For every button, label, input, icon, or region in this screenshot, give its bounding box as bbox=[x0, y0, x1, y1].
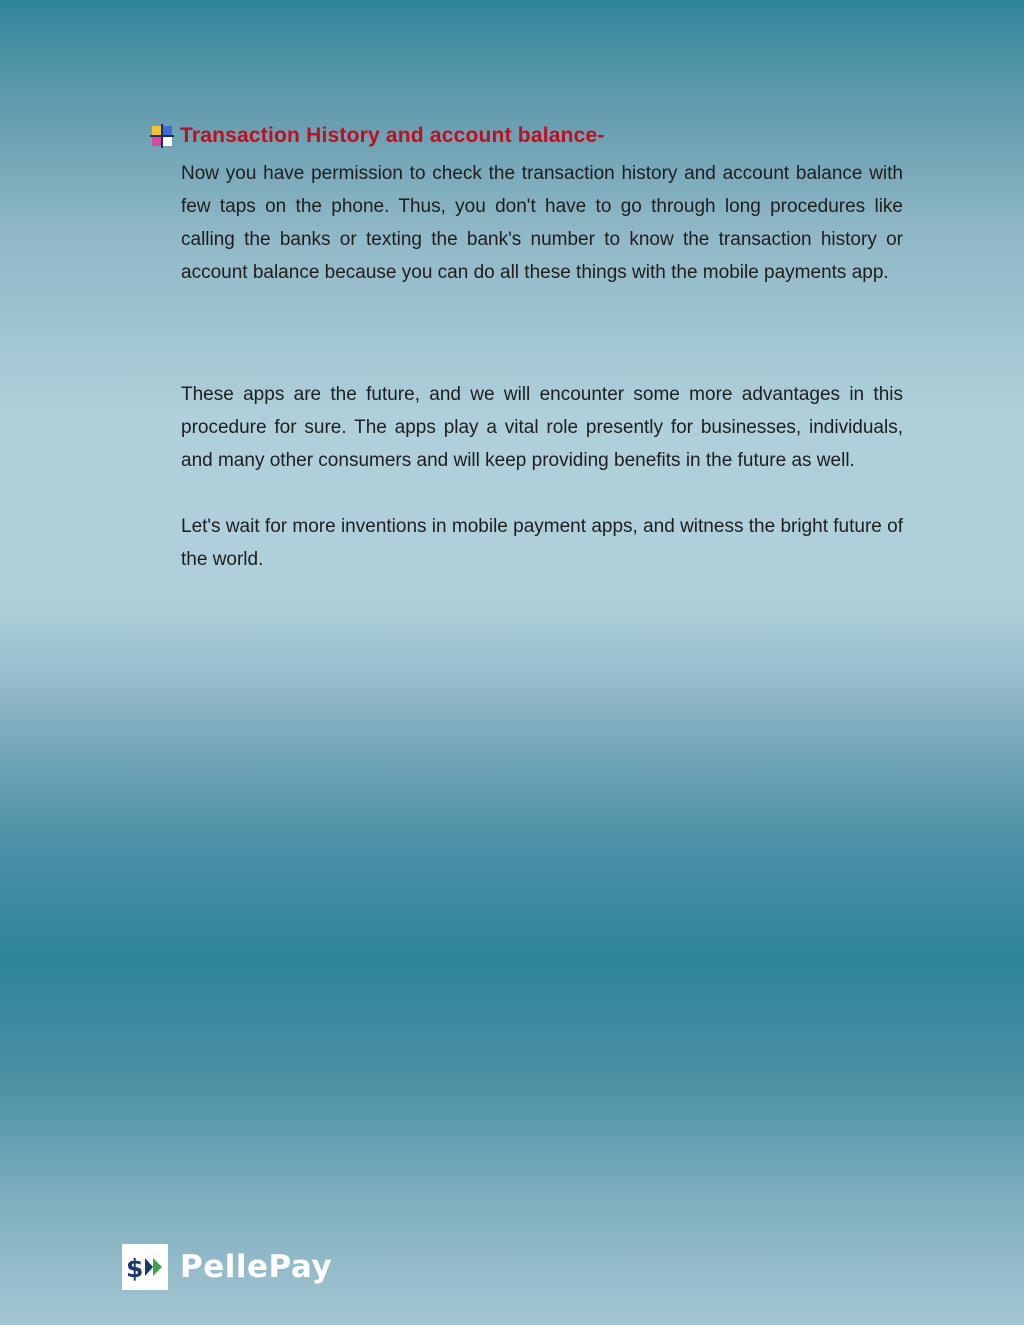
dollar-arrow-logo-icon bbox=[122, 1244, 168, 1290]
paragraph-apps-future: These apps are the future, and we will encounter some more advantages in this procedure for sure. The apps play a vital role presently for businesses, individuals, and many other consumers and will keep providing benefits in the future as well. bbox=[181, 384, 903, 471]
section-heading: Transaction History and account balance- bbox=[180, 124, 605, 147]
section-heading-row bbox=[150, 120, 910, 152]
logo-dollar-sign: $ bbox=[126, 1254, 144, 1282]
paragraph-transaction-history: Now you have permission to check the transaction history and account balance with few taps on the phone. Thus, you don't have to go through long procedures like calling the banks or texting the bank's number to know the transaction history or account balance because you can do all these things with the mobile payments app. bbox=[181, 163, 903, 283]
brand-name: PellePay bbox=[180, 1249, 333, 1285]
pellepay-logo bbox=[122, 1244, 332, 1290]
colored-square-bullet-icon bbox=[150, 124, 174, 148]
paragraph-closing: Let's wait for more inventions in mobile payment apps, and witness the bright future of the world. bbox=[181, 516, 903, 570]
